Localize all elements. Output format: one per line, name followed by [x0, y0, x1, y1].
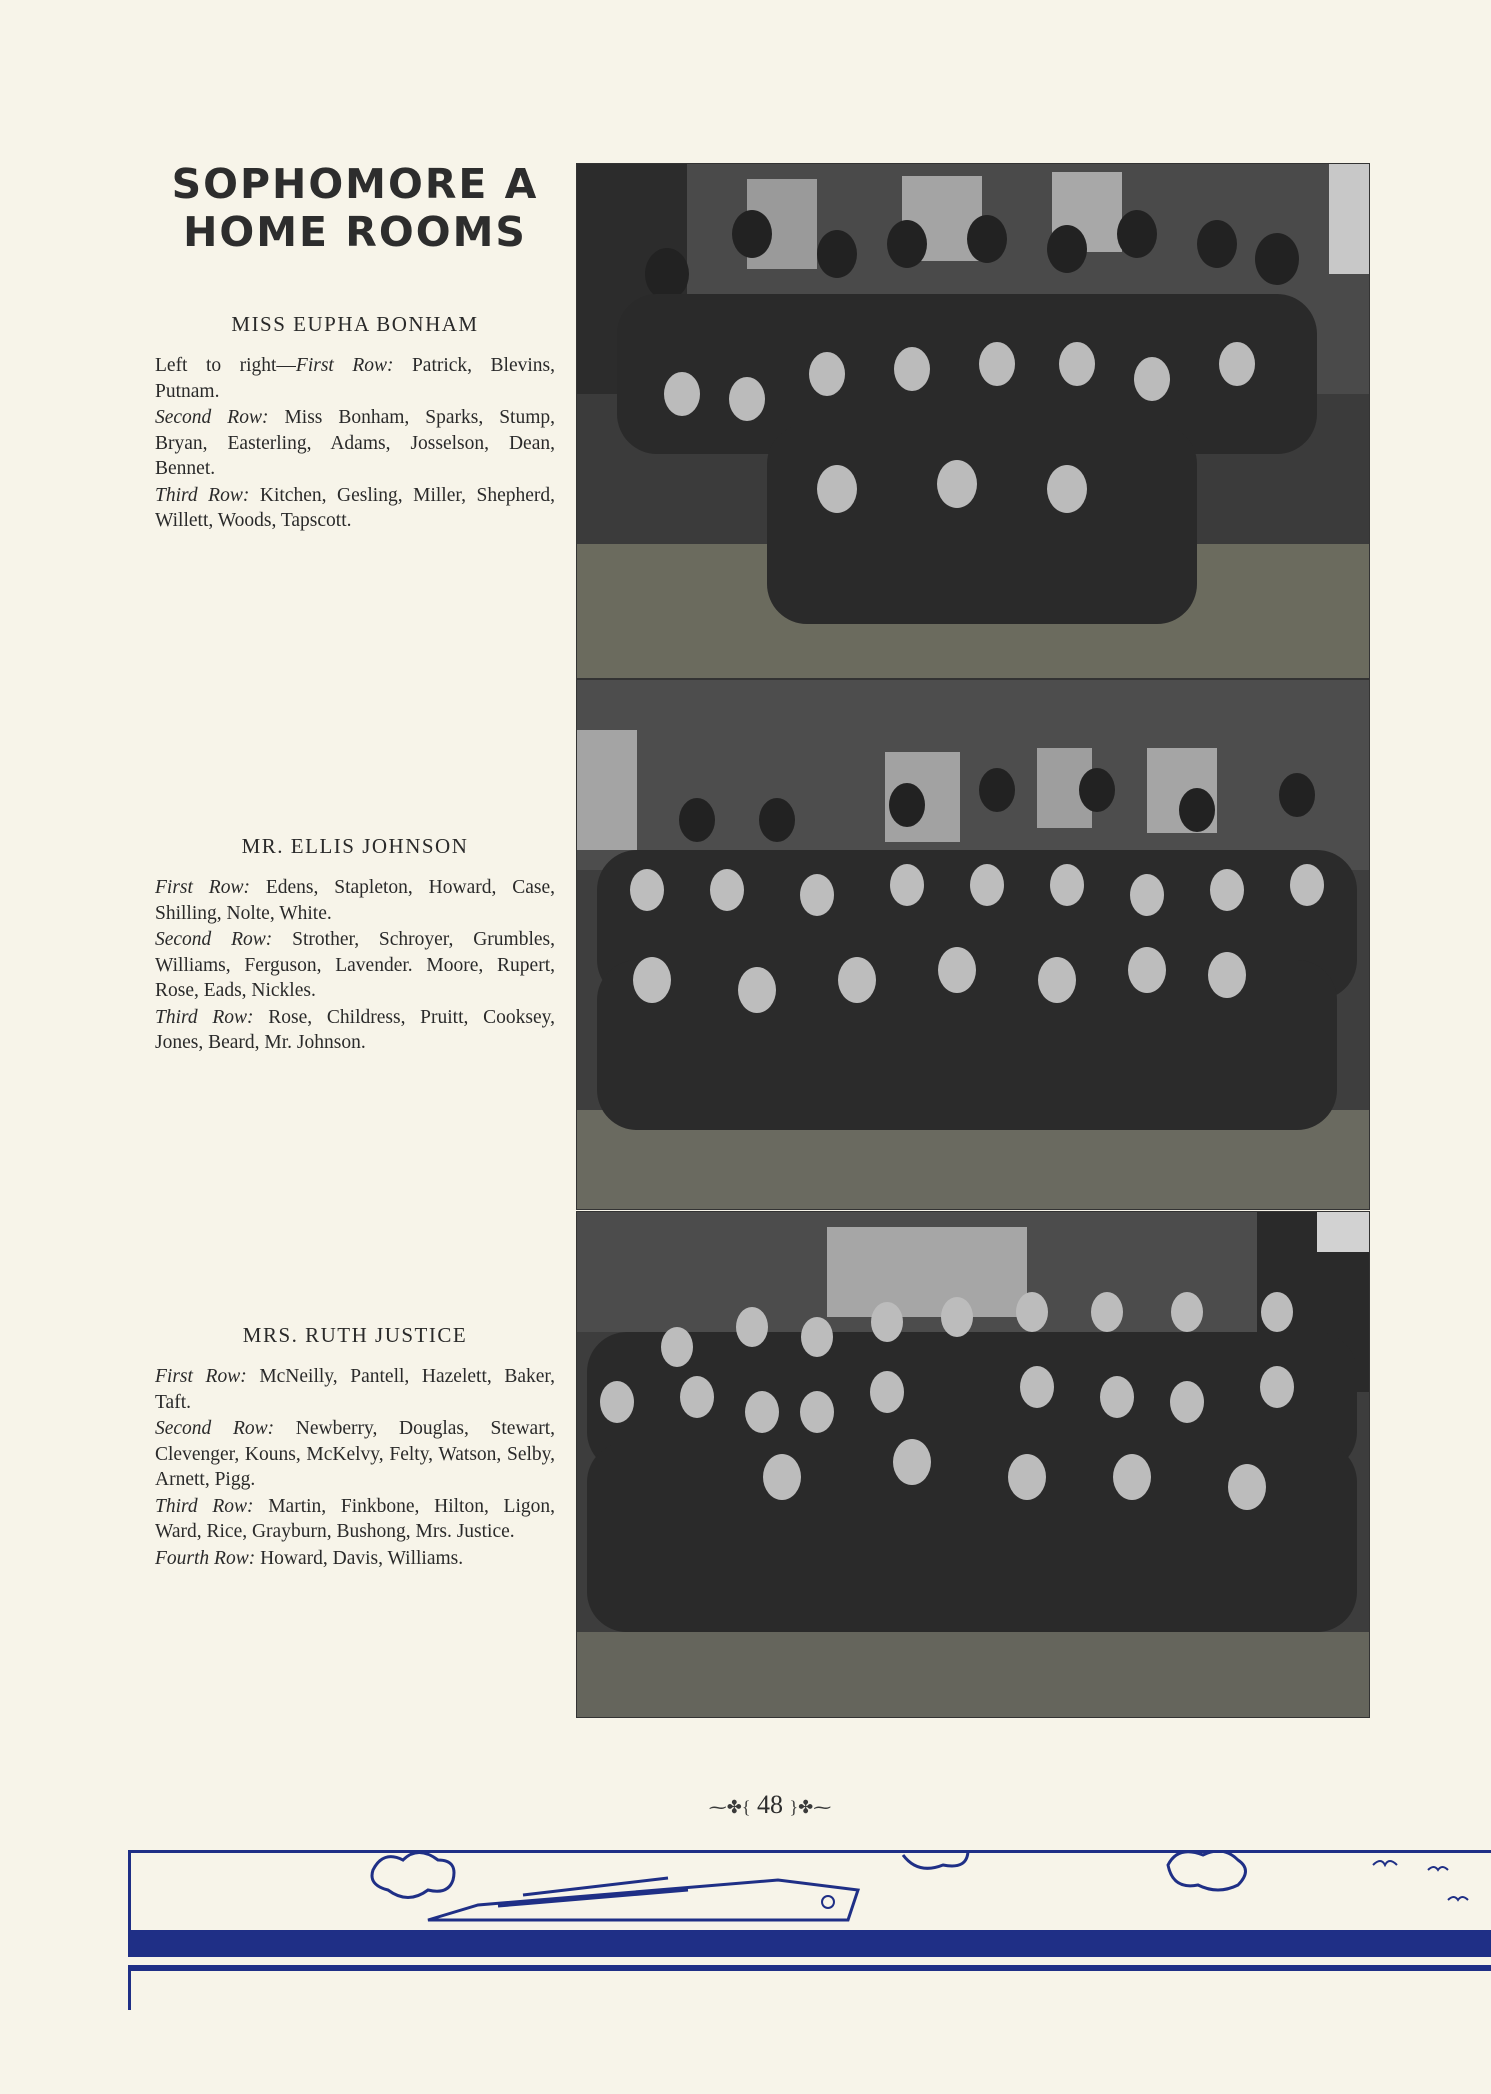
- caption-justice: [155, 1364, 555, 1572]
- row-caption: [155, 875, 555, 926]
- row-label: First Row:: [155, 877, 250, 898]
- row-names: Martin, Finkbone, Hilton, Ligon, Ward, Rice, Grayburn, Bushong, Mrs. Justice.: [155, 1495, 556, 1542]
- row-caption: [155, 1494, 555, 1545]
- class-photo-bonham: [576, 163, 1370, 679]
- row-caption: [155, 1416, 555, 1493]
- row-names: McNeilly, Pantell, Hazelett, Baker, Taft.: [155, 1366, 555, 1413]
- row-caption: [155, 1364, 555, 1415]
- row-names: Edens, Stapleton, Howard, Case, Shilling, Nolte, White.: [155, 877, 555, 924]
- row-names: Miss Bonham, Sparks, Stump, Bryan, Easterling, Adams, Josselson, Dean, Bennet.: [155, 407, 556, 479]
- row-caption: [155, 927, 555, 1004]
- row-label: Second Row:: [155, 1418, 275, 1439]
- teacher-name-bonham: MISS EUPHA BONHAM: [231, 312, 479, 336]
- teacher-name-johnson: MR. ELLIS JOHNSON: [241, 834, 469, 858]
- row-caption: [155, 483, 555, 534]
- title-line-2: HOME ROOMS: [183, 208, 527, 256]
- ship-footer-illustration: [128, 1850, 1491, 2010]
- left-ornament-icon: ⁓✤{: [708, 1797, 751, 1817]
- row-label: First Row:: [155, 1366, 247, 1387]
- row-caption: [155, 405, 555, 482]
- row-names: Newberry, Douglas, Stewart, Clevenger, Kouns, McKelvy, Felty, Watson, Selby, Arnett, Pigg.: [155, 1418, 555, 1490]
- row-names: Rose, Childress, Pruitt, Cooksey, Jones, Beard, Mr. Johnson.: [155, 1006, 555, 1053]
- class-photo-johnson: [576, 679, 1370, 1210]
- row-caption: Left to right—First Row: Patrick, Blevins, Putnam.: [155, 355, 555, 402]
- row-names: Howard, Davis, Williams.: [260, 1547, 464, 1569]
- teacher-name-justice: MRS. RUTH JUSTICE: [242, 1323, 468, 1347]
- row-label: Third Row:: [155, 484, 250, 506]
- class-photo-justice: [576, 1211, 1370, 1718]
- row-names: Patrick, Blevins, Putnam.: [155, 355, 555, 402]
- page-title: [150, 160, 560, 256]
- row-label: Fourth Row:: [155, 1547, 256, 1569]
- caption-johnson: [155, 875, 555, 1057]
- row-caption: [155, 1005, 555, 1056]
- row-caption: [155, 1546, 555, 1572]
- row-label: Third Row:: [155, 1495, 254, 1517]
- title-line-1: SOPHOMORE A: [171, 160, 539, 208]
- right-ornament-icon: }✤⁓: [789, 1797, 832, 1817]
- row-label: Second Row:: [155, 929, 273, 950]
- row-label: Second Row:: [155, 407, 269, 428]
- row-label: First Row:: [295, 355, 394, 376]
- row-names: Strother, Schroyer, Grumbles, Williams, Ferguson, Lavender. Moore, Rupert, Rose, Eads, Nickles.: [155, 929, 556, 1001]
- page-number: ⁓✤{ 48 }✤⁓: [708, 1790, 832, 1819]
- row-names: Kitchen, Gesling, Miller, Shepherd, Willett, Woods, Tapscott.: [155, 484, 556, 531]
- caption-bonham: [155, 353, 555, 535]
- row-label: Third Row:: [155, 1006, 254, 1028]
